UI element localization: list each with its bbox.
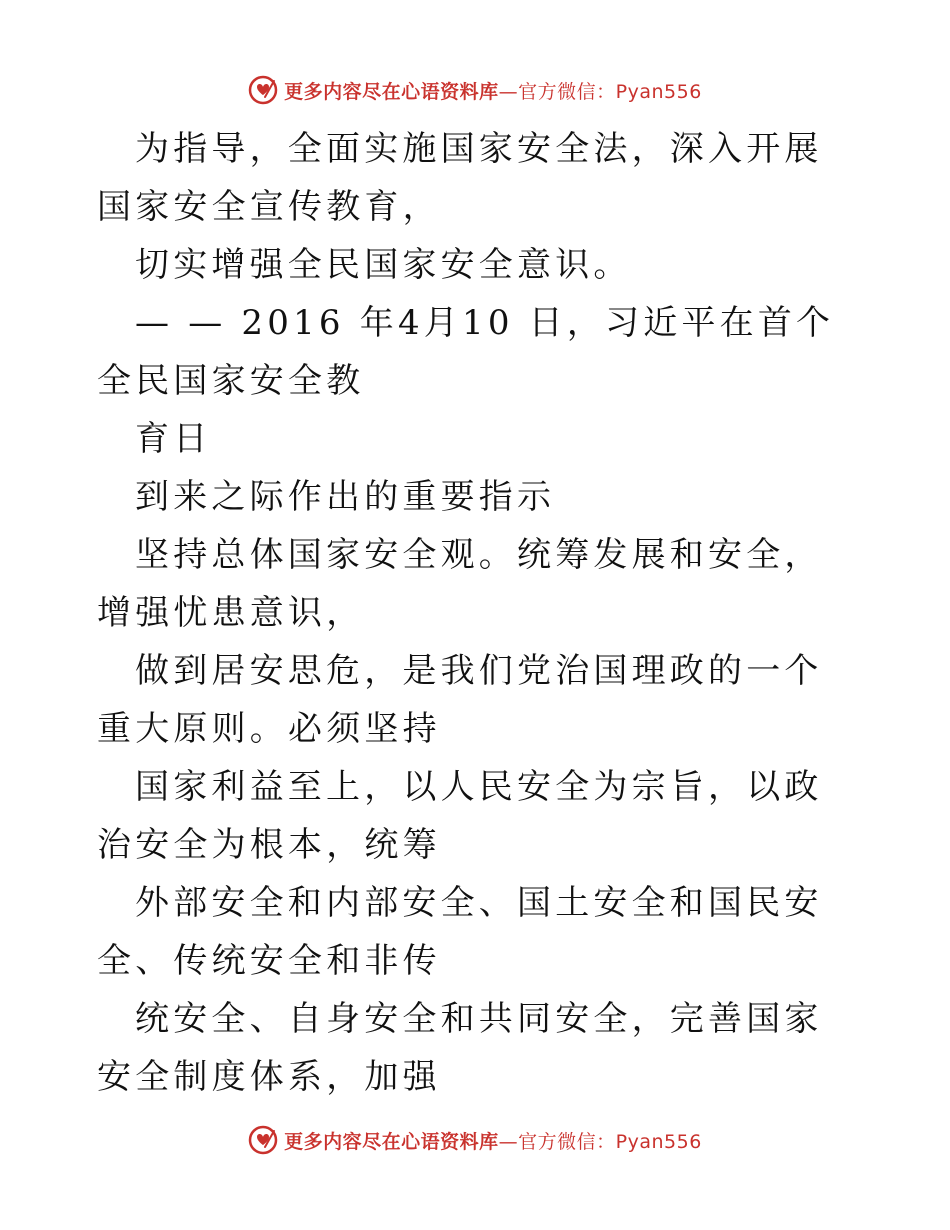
- banner-wechat: —官方微信：Pyan556: [498, 80, 702, 103]
- heart-pen-logo-icon: [248, 1125, 278, 1155]
- banner-title: 更多内容尽在心语资料库: [284, 80, 499, 103]
- paragraph: 统安全、自身安全和共同安全，完善国家安全制度体系，加强: [97, 999, 823, 1097]
- document-body: [97, 120, 857, 1106]
- paragraph: 坚持总体国家安全观。统筹发展和安全，增强忧患意识，: [97, 535, 823, 633]
- paragraph: 切实增强全民国家安全意识。: [135, 245, 632, 285]
- heart-pen-logo-icon: [248, 75, 278, 105]
- paragraph: 做到居安思危，是我们党治国理政的一个重大原则。必须坚持: [97, 651, 823, 749]
- paragraph: 为指导，全面实施国家安全法，深入开展国家安全宣传教育，: [97, 129, 823, 227]
- footer-banner: [0, 1120, 950, 1160]
- paragraph: 到来之际作出的重要指示: [135, 477, 556, 517]
- banner-title: 更多内容尽在心语资料库: [284, 1130, 499, 1153]
- header-banner: [0, 70, 950, 110]
- paragraph: — — 2016 年4月10 日，习近平在首个全民国家安全教: [97, 303, 835, 401]
- banner-wechat: —官方微信：Pyan556: [498, 1130, 702, 1153]
- paragraph: 国家利益至上，以人民安全为宗旨，以政治安全为根本，统筹: [97, 767, 823, 865]
- paragraph: 外部安全和内部安全、国土安全和国民安全、传统安全和非传: [97, 883, 823, 981]
- paragraph: 育日: [135, 419, 212, 459]
